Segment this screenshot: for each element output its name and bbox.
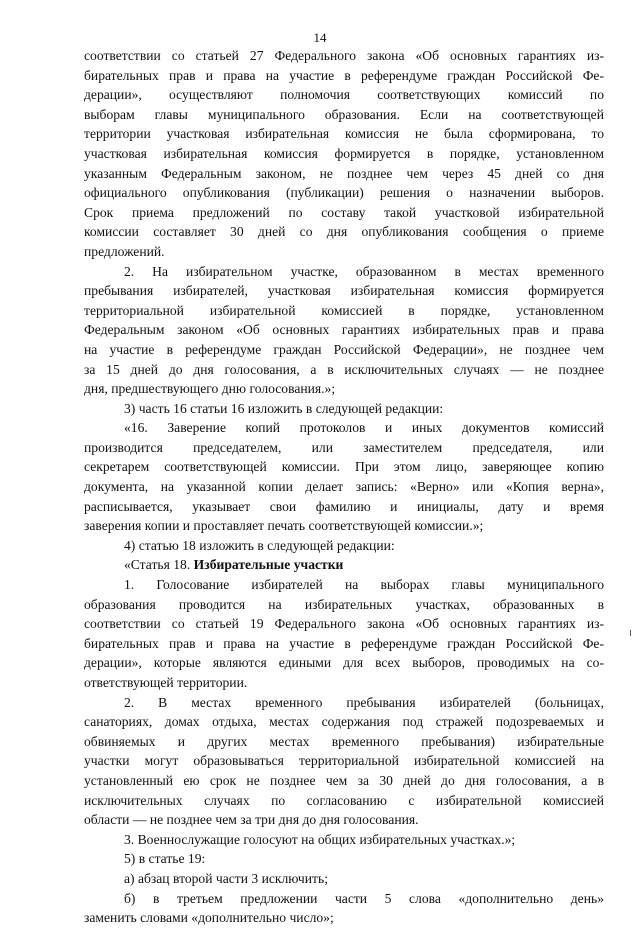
- line-text: комиссии составляет 30 дней со дня опубликования сообщения о приеме: [84, 224, 604, 240]
- text-line: [84, 771, 604, 791]
- line-text: пребывания избирателей, участковая избирательная комиссия формируется: [84, 283, 604, 299]
- text-line: [84, 732, 604, 752]
- text-line: [84, 555, 604, 575]
- line-text: б) в третьем предложении части 5 слова «дополнительно день»: [124, 890, 604, 906]
- text-line: [84, 653, 604, 673]
- line-text: 1. Голосование избирателей на выборах главы муниципального: [124, 577, 604, 593]
- line-text: 3) часть 16 статьи 16 изложить в следующей редакции:: [124, 400, 444, 416]
- line-text: территориальной избирательной комиссией в порядке, установленном: [84, 302, 604, 318]
- line-text: санаториях, домах отдыха, местах содержания под стражей подозреваемых и: [84, 714, 604, 730]
- line-text: соответствии со статьей 27 Федерального закона «Об основных гарантиях из-: [84, 48, 604, 63]
- text-line: [84, 477, 604, 497]
- line-text: указанным Федеральным законом, не позднее чем через 45 дней со дня: [84, 165, 604, 181]
- line-text: ответствующей территории.: [84, 675, 248, 690]
- text-line: [84, 908, 604, 928]
- text-line: [84, 869, 604, 889]
- text-line: [84, 85, 604, 105]
- text-line: [84, 124, 604, 144]
- line-text: обвиняемых и других местах временного пребывания) избирательные: [84, 733, 604, 749]
- text-line: [84, 399, 604, 419]
- line-text: бирательных прав и права на участие в референдуме граждан Российской Фе-: [84, 67, 604, 83]
- line-text: 3. Военнослужащие голосуют на общих избирательных участках.»;: [124, 831, 516, 847]
- text-line: [84, 164, 604, 184]
- line-text: образования проводится на избирательных участках, образованных в: [84, 596, 604, 612]
- text-line: [84, 66, 604, 86]
- text-line: [84, 438, 604, 458]
- line-text: 2. В местах временного пребывания избирателей (больницах,: [124, 694, 604, 710]
- line-text: документа, на указанной копии делает запись: «Верно» или «Копия верна»,: [84, 479, 604, 495]
- text-line: [84, 379, 604, 399]
- line-text: заменить словами «дополнительно число»;: [84, 910, 334, 926]
- margin-mark: [630, 630, 631, 636]
- text-line: [84, 791, 604, 811]
- text-line: [84, 575, 604, 595]
- line-text: выборам главы муниципального образования. Если на соответствующей: [84, 106, 604, 122]
- text-line: [84, 340, 604, 360]
- text-line: [84, 262, 604, 282]
- text-line: [84, 457, 604, 477]
- line-text: на участие в референдуме граждан Российской Федерации», не позднее чем: [84, 341, 604, 357]
- text-line: [84, 889, 604, 909]
- text-line: [84, 516, 604, 536]
- text-line: [84, 810, 604, 830]
- text-line: [84, 301, 604, 321]
- text-line: [84, 46, 604, 66]
- line-text: секретарем соответствующей комиссии. При этом лицо, заверяющее копию: [84, 459, 604, 475]
- text-line: [84, 614, 604, 634]
- text-line: [84, 320, 604, 340]
- line-text: дерации», которые являются едиными для всех выборов, проводимых на со-: [84, 655, 604, 671]
- line-text: производится председателем, или заместителем председателя, или: [84, 439, 604, 455]
- text-line: [84, 751, 604, 771]
- line-text: дня, предшествующего дню голосования.»;: [84, 381, 336, 397]
- line-text: участки могут образовываться территориальной избирательной комиссией на: [84, 753, 604, 769]
- line-text: Федеральным законом «Об основных гарантиях избирательных прав и права: [84, 322, 604, 338]
- line-text: «16. Заверение копий протоколов и иных документов комиссий: [124, 420, 604, 436]
- line-text: бирательных прав и права на участие в референдуме граждан Российской Фе-: [84, 635, 604, 651]
- line-text: исключительных случаях по согласованию с избирательной комиссией: [84, 792, 604, 808]
- text-line: [84, 595, 604, 615]
- text-line: [84, 203, 604, 223]
- line-text: области — не позднее чем за три дня до дня голосования.: [84, 812, 419, 828]
- text-line: [84, 830, 604, 850]
- text-line: [84, 497, 604, 517]
- text-line: [84, 222, 604, 242]
- line-text: «Статья 18.: [124, 557, 194, 573]
- line-text: 4) статью 18 изложить в следующей редакции:: [124, 537, 395, 553]
- text-line: [84, 281, 604, 301]
- text-line: [84, 673, 604, 693]
- line-text: участковая избирательная комиссия формируется в порядке, установленном: [84, 145, 604, 161]
- article-heading: Избирательные участки: [193, 557, 344, 573]
- line-text: установленный ею срок не позднее чем за 30 дней до дня голосования, а в: [84, 772, 604, 788]
- text-line: [84, 144, 604, 164]
- line-text: Срок приема предложений по составу такой участковой избирательной: [84, 204, 604, 220]
- line-text: за 15 дней до дня голосования, а в исключительных случаях — не позднее: [84, 361, 604, 377]
- text-line: [84, 418, 604, 438]
- line-text: территории участковая избирательная комиссия не была сформирована, то: [84, 126, 604, 142]
- text-line: [84, 536, 604, 556]
- text-line: [84, 634, 604, 654]
- line-text: а) абзац второй части 3 исключить;: [124, 870, 328, 886]
- text-line: [84, 693, 604, 713]
- document-body: [84, 46, 604, 928]
- text-line: [84, 360, 604, 380]
- text-line: [84, 712, 604, 732]
- text-line: [84, 242, 604, 262]
- text-line: [84, 183, 604, 203]
- text-line: [84, 849, 604, 869]
- line-text: расписывается, указывает свои фамилию и инициалы, дату и время: [84, 498, 604, 514]
- line-text: 5) в статье 19:: [124, 851, 206, 867]
- page-number: 14: [313, 30, 327, 45]
- line-text: соответствии со статьей 19 Федерального закона «Об основных гарантиях из-: [84, 616, 604, 632]
- text-line: [84, 105, 604, 125]
- line-text: предложений.: [84, 243, 165, 259]
- line-text: официального опубликования (публикации) решения о назначении выборов.: [84, 185, 604, 201]
- line-text: дерации», осуществляют полномочия соответствующих комиссий по: [84, 87, 604, 103]
- line-text: 2. На избирательном участке, образованном в местах временного: [124, 263, 604, 279]
- line-text: заверения копии и проставляет печать соответствующей комиссии.»;: [84, 518, 484, 534]
